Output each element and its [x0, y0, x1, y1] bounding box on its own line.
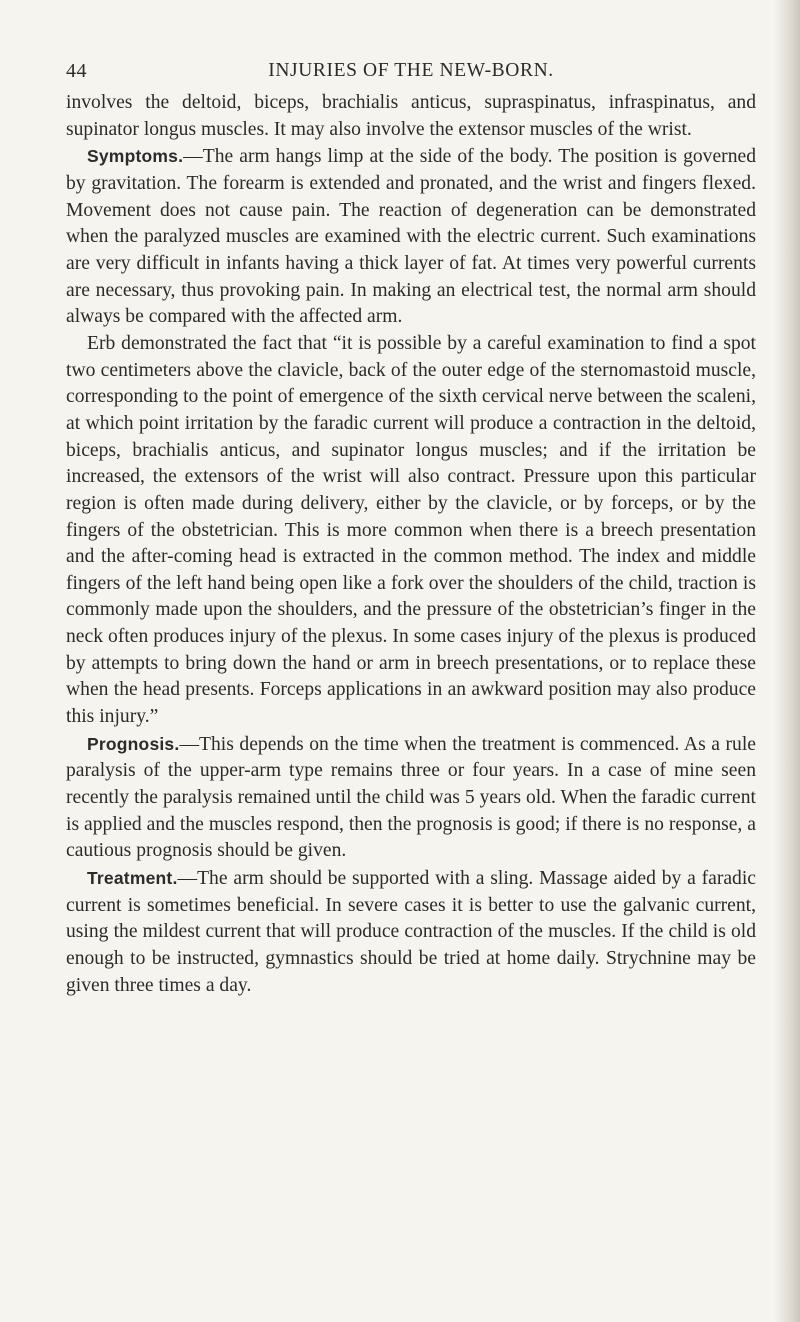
running-head [66, 60, 756, 90]
section-heading-treatment: Treatment. [87, 868, 178, 889]
paragraph-prognosis [66, 731, 756, 865]
paragraph-text: —The arm should be supported with a sling. Massage aided by a faradic current is sometimes beneficial. In severe cases it is better to use the galvanic current, using the mildest current that will produce contraction of the muscles. If the child is old enough to be instructed, gymnastics should be tried at home daily. Strychnine may be given three times a day. [66, 868, 756, 996]
section-heading-prognosis: Prognosis. [87, 733, 180, 754]
page-number: 44 [66, 60, 87, 82]
paragraph-text: involves the deltoid, biceps, brachialis anticus, supraspinatus, infraspinatus, and supinator longus muscles. It may also involve the extensor muscles of the wrist. [66, 92, 756, 140]
paragraph-symptoms [66, 143, 756, 331]
paragraph-text: Erb demonstrated the fact that “it is possible by a careful examination to find a spot two centimeters above the clavicle, back of the outer edge of the sternomastoid muscle, corresponding to the point of emergence of the sixth cervical nerve between the scaleni, at which point irritation by the faradic current will produce a contraction in the deltoid, biceps, brachialis anticus, and supinator longus muscles; and if the irritation be increased, the extensors of the wrist will also contract. Pressure upon this particular region is often made during delivery, either by the clavicle, or by forceps, or by the fingers of the obstetrician. This is more common when there is a breech presentation and the after-coming head is extracted in the common method. The index and middle fingers of the left hand being open like a fork over the shoulders of the child, traction is commonly made upon the shoulders, and the pressure of the obstetrician’s finger in the neck often produces injury of the plexus. In some cases injury of the plexus is produced by attempts to bring down the hand or arm in breech presentations, or to replace these when the head presents. Forceps applications in an awkward position may also produce this injury.” [66, 332, 756, 728]
paragraph-erb-quote [66, 331, 756, 731]
paragraph-text: —This depends on the time when the treatment is commenced. As a rule paralysis of the upper-arm type remains three or four years. In a case of mine seen recently the paralysis remained until the child was 5 years old. When the faradic current is applied and the muscles respond, then the prognosis is good; if there is no response, a cautious prognosis should be given. [66, 733, 756, 862]
paragraph-treatment [66, 865, 756, 999]
section-heading-symptoms: Symptoms. [87, 146, 184, 167]
body-text [66, 90, 756, 999]
paragraph-continuation [66, 90, 756, 143]
paragraph-text: —The arm hangs limp at the side of the body. The position is governed by gravitation. The forearm is extended and pronated, and the wrist and fingers flexed. Movement does not cause pain. The reaction of degeneration can be demonstrated when the paralyzed muscles are examined with the electric current. Such examinations are very difficult in infants having a thick layer of fat. At times very powerful currents are necessary, thus provoking pain. In making an electrical test, the normal arm should always be compared with the affected arm. [66, 146, 756, 328]
page-edge-shadow [774, 0, 800, 1322]
running-title: INJURIES OF THE NEW-BORN. [268, 60, 554, 81]
